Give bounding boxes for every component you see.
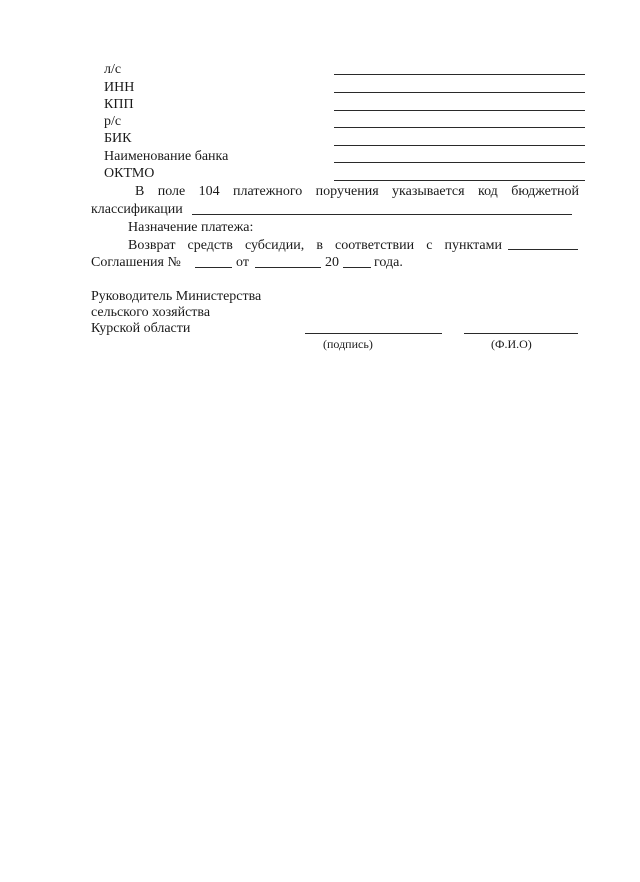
field-label-kpp: КПП xyxy=(104,97,134,112)
agreement-from: от xyxy=(236,255,249,270)
purpose-heading: Назначение платежа: xyxy=(128,220,254,235)
field-label-bik: БИК xyxy=(104,131,132,146)
field-label-bank-name: Наименование банка xyxy=(104,149,229,164)
kbk-code-line[interactable] xyxy=(192,214,572,215)
field-line-bank-name[interactable] xyxy=(334,162,585,163)
field-label-rs: р/с xyxy=(104,114,122,129)
signer-position-line1: Руководитель Министерства xyxy=(91,289,262,304)
agreement-year-suffix: года. xyxy=(374,255,403,270)
kbk-paragraph-line2: классификации xyxy=(91,202,183,217)
signer-position-line3: Курской области xyxy=(91,321,191,336)
field-line-rs[interactable] xyxy=(334,127,585,128)
signature-caption: (подпись) xyxy=(323,337,373,351)
kbk-paragraph-line1: В поле 104 платежного поручения указывается код бюджетной xyxy=(135,184,579,199)
agreement-year-line[interactable] xyxy=(343,267,371,268)
field-line-inn[interactable] xyxy=(334,92,585,93)
field-line-kpp[interactable] xyxy=(334,110,585,111)
agreement-number-line[interactable] xyxy=(195,267,232,268)
agreement-date-line[interactable] xyxy=(255,267,321,268)
field-line-ls[interactable] xyxy=(334,74,585,75)
field-label-oktmo: ОКТМО xyxy=(104,166,155,181)
agreement-prefix: Соглашения № xyxy=(91,255,181,270)
field-line-oktmo[interactable] xyxy=(334,180,585,181)
field-line-bik[interactable] xyxy=(334,145,585,146)
signer-position-line2: сельского хозяйства xyxy=(91,305,211,320)
name-line[interactable] xyxy=(464,333,578,334)
agreement-year-prefix: 20 xyxy=(325,255,339,270)
name-caption: (Ф.И.О) xyxy=(491,337,532,351)
signature-line[interactable] xyxy=(305,333,442,334)
field-label-ls: л/с xyxy=(104,62,122,77)
field-label-inn: ИНН xyxy=(104,80,135,95)
purpose-line1: Возврат средств субсидии, в соответствии с пунктами xyxy=(128,238,502,253)
clauses-line[interactable] xyxy=(508,249,578,250)
